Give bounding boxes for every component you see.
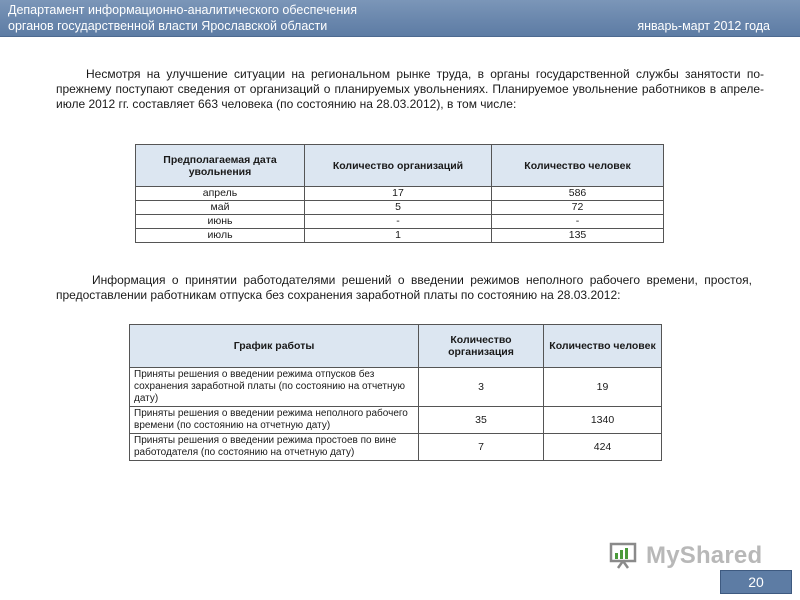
table-cell: 7 bbox=[419, 434, 544, 461]
table-cell: 17 bbox=[305, 187, 492, 201]
column-header-organizations: Количество организаций bbox=[305, 145, 492, 187]
table-cell: 586 bbox=[492, 187, 664, 201]
table-header-row bbox=[136, 145, 664, 187]
page-number: 20 bbox=[720, 570, 792, 594]
table-cell: май bbox=[136, 201, 305, 215]
table-cell: Приняты решения о введении режима неполного рабочего времени (по состоянию на отчетную дату) bbox=[130, 407, 419, 434]
table-row bbox=[136, 201, 664, 215]
table-cell: июль bbox=[136, 229, 305, 243]
presentation-chart-icon bbox=[608, 540, 638, 570]
table-cell: - bbox=[305, 215, 492, 229]
table-cell: 3 bbox=[419, 368, 544, 407]
table-cell: 72 bbox=[492, 201, 664, 215]
table-header-row bbox=[130, 325, 662, 368]
logo-text: MyShared bbox=[646, 542, 763, 569]
table-cell: 424 bbox=[544, 434, 662, 461]
intro-paragraph: Несмотря на улучшение ситуации на региональном рынке труда, в органы государственной службы занятости по-прежнему поступают сведения от организаций о планируемых увольнениях. Планируемое увольнение работников в апреле-июле 2012 гг. составляет 663 человека (по состоянию на 28.03.2012), в том числе: bbox=[56, 67, 764, 111]
dismissals-table bbox=[135, 144, 664, 243]
table-cell: 135 bbox=[492, 229, 664, 243]
table-cell: - bbox=[492, 215, 664, 229]
table-row bbox=[136, 187, 664, 201]
column-header-people: Количество человек bbox=[544, 325, 662, 368]
column-header-organizations: Количество организация bbox=[419, 325, 544, 368]
table-cell: 19 bbox=[544, 368, 662, 407]
column-header-schedule: График работы bbox=[130, 325, 419, 368]
table-row bbox=[130, 434, 662, 461]
department-name-line2: органов государственной власти Ярославской области bbox=[8, 19, 328, 33]
column-header-date: Предполагаемая дата увольнения bbox=[136, 145, 305, 187]
report-period: январь-март 2012 года bbox=[637, 19, 770, 33]
table-row bbox=[136, 229, 664, 243]
table-cell: Приняты решения о введении режима простоев по вине работодателя (по состоянию на отчетную дату) bbox=[130, 434, 419, 461]
table-row bbox=[136, 215, 664, 229]
table-row bbox=[130, 368, 662, 407]
table-cell: Приняты решения о введении режима отпусков без сохранения заработной платы (по состоянию на отчетную дату) bbox=[130, 368, 419, 407]
table-cell: апрель bbox=[136, 187, 305, 201]
work-regime-table bbox=[129, 324, 662, 461]
page-header bbox=[0, 0, 800, 37]
column-header-people: Количество человек bbox=[492, 145, 664, 187]
table-cell: 5 bbox=[305, 201, 492, 215]
myshared-logo bbox=[608, 540, 778, 572]
table-cell: июнь bbox=[136, 215, 305, 229]
department-name-line1: Департамент информационно-аналитического обеспечения bbox=[8, 3, 358, 17]
table-cell: 1 bbox=[305, 229, 492, 243]
table-cell: 35 bbox=[419, 407, 544, 434]
table-row bbox=[130, 407, 662, 434]
work-regime-paragraph: Информация о принятии работодателями решений о введении режимов неполного рабочего времени, простоя, предоставлении работникам отпуска без сохранения заработной платы по состоянию на 28.03.2012: bbox=[56, 273, 752, 302]
table-cell: 1340 bbox=[544, 407, 662, 434]
